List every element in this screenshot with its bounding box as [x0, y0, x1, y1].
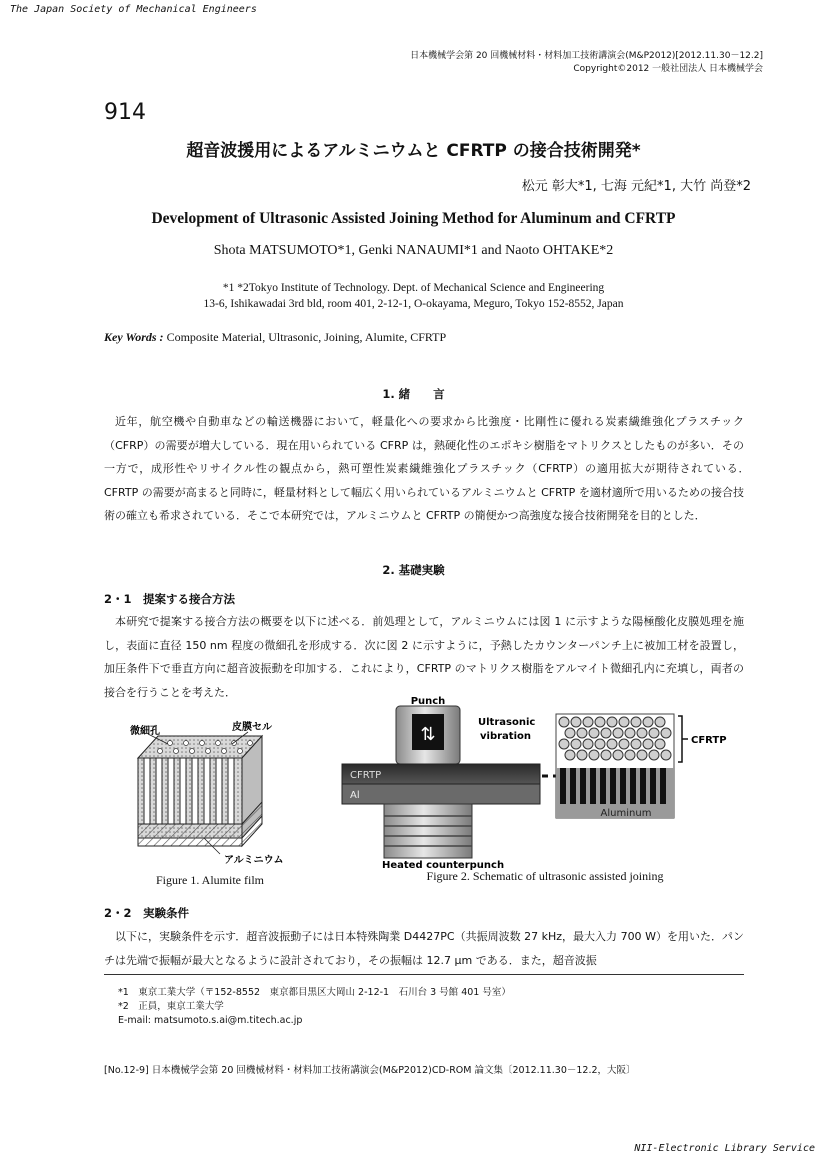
alumite-film-drawing — [120, 718, 290, 870]
title-english: Development of Ultrasonic Assisted Joining Method for Aluminum and CFRTP — [151, 210, 676, 227]
label-vibration: vibration — [480, 731, 531, 742]
intro-paragraph — [104, 410, 755, 528]
paper-number: 914 — [104, 100, 146, 125]
society-header: The Japan Society of Mechanical Engineers — [10, 4, 257, 15]
label-film-cell: 皮膜セル — [232, 722, 272, 733]
footnotes — [118, 986, 511, 1028]
svg-text:⇅: ⇅ — [420, 724, 436, 745]
subsection-heading-experimental-conditions: 2・2 実験条件 — [104, 906, 190, 920]
label-cfrtp-bar: CFRTP — [350, 770, 382, 781]
footnote-email: E-mail: matsumoto.s.ai@m.titech.ac.jp — [118, 1015, 303, 1026]
affiliation — [0, 280, 827, 312]
figure2-caption: Figure 2. Schematic of ultrasonic assisted joining — [426, 869, 664, 883]
ultrasonic-joining-schematic — [338, 694, 738, 870]
figure1-illustration — [120, 718, 290, 870]
footnote-divider — [104, 974, 744, 975]
section-heading-basic-experiment: 2. 基礎実験 — [382, 563, 445, 577]
experimental-conditions-paragraph — [104, 925, 744, 972]
title-japanese: 超音波援用によるアルミニウムと CFRTP の接合技術開発* — [186, 141, 641, 161]
label-ultrasonic: Ultrasonic — [478, 717, 536, 728]
proposed-method-text: 本研究で提案する接合方法の概要を以下に述べる．前処理として，アルミニウムには図 1 に示すような陽極酸化皮膜処理を施し，表面に直径 150 nm 程度の微細孔を形成する．次に図 2 に示すように，予熱したカウンターパンチ上に被加工材を設置し，加圧条件下で垂直方向に超音波振動を印加する．これにより，CFRTP のマトリクス樹脂をアルマイト微細孔内に充填し，両者の接合を行うことを考えた． — [104, 615, 744, 699]
keywords — [104, 330, 446, 345]
footnote-2: *2 正員，東京工業大学 — [118, 1001, 224, 1012]
authors-english: Shota MATSUMOTO*1, Genki NANAUMI*1 and Naoto OHTAKE*2 — [213, 243, 614, 258]
library-service-footer: NII-Electronic Library Service — [634, 1143, 815, 1154]
keywords-text: Composite Material, Ultrasonic, Joining, Alumite, CFRTP — [166, 330, 447, 344]
label-aluminum: アルミニウム — [224, 855, 284, 866]
label-aluminum-section: Aluminum — [600, 808, 652, 819]
intro-text: 近年，航空機や自動車などの輸送機器において，軽量化への要求から比強度・比剛性に優れる炭素繊維強化プラスチック（CFRP）の需要が増大している．現在用いられている CFRP は，熱硬化性のエポキシ樹脂をマトリクスとしたものが多い．その一方で，成形性やリサイクル性の観点から，熱可塑性炭素繊維強化プラスチック（CFRTP）の適用拡大が期待されている． CFRTP の需要が高まると同時に，軽量材料として幅広く用いられているアルミニウムと CFRTP を適材適所で用いるための接合技術の確立も希求されている．そこで本研究では，アルミニウムと CFRTP の簡便かつ高強度な接合技術開発を目的とした． — [104, 415, 755, 522]
label-cfrtp-section: CFRTP — [691, 735, 727, 746]
keywords-label: Key Words : — [104, 330, 164, 344]
affiliation-line2: 13-6, Ishikawadai 3rd bld, room 401, 2-12-1, O-okayama, Meguro, Tokyo 152-8552, Japan — [203, 298, 624, 310]
label-al-bar: Al — [350, 790, 360, 801]
subsection-heading-proposed-method: 2・1 提案する接合方法 — [104, 592, 236, 606]
figure2-illustration — [338, 694, 738, 870]
experimental-conditions-text: 以下に，実験条件を示す．超音波振動子には日本特殊陶業 D4427PC（共振周波数 27 kHz，最大入力 700 W）を用いた．パンチは先端で振幅が最大となるように設計されており，その振幅は 12.7 μm である．また，超音波振 — [104, 930, 744, 967]
authors-japanese: 松元 彰大*1, 七海 元紀*1, 大竹 尚登*2 — [521, 179, 751, 194]
label-heated-counterpunch: Heated counterpunch — [382, 860, 505, 870]
citation-footer: [No.12-9] 日本機械学会第 20 回機械材料・材料加工技術講演会(M&P2012)CD-ROM 論文集〔2012.11.30－12.2，大阪〕 — [104, 1065, 636, 1076]
label-punch: Punch — [410, 696, 446, 707]
conference-header-line1: 日本機械学会第 20 回機械材料・材料加工技術講演会(M&P2012)[2012.11.30－12.2] — [410, 51, 763, 61]
conference-header — [410, 50, 763, 76]
affiliation-line1: *1 *2Tokyo Institute of Technology. Dept. of Mechanical Science and Engineering — [222, 282, 605, 294]
proposed-method-paragraph — [104, 610, 744, 704]
footnote-1: *1 東京工業大学（〒152-8552 東京都目黒区大岡山 2-12-1 石川台 3 号館 401 号室） — [118, 987, 511, 998]
figure1-caption: Figure 1. Alumite film — [156, 873, 264, 887]
section-heading-introduction: 1. 緒 言 — [382, 387, 445, 401]
label-fine-pore: 微細孔 — [130, 726, 160, 737]
copyright-line: Copyright©2012 一般社団法人 日本機械学会 — [573, 64, 763, 74]
